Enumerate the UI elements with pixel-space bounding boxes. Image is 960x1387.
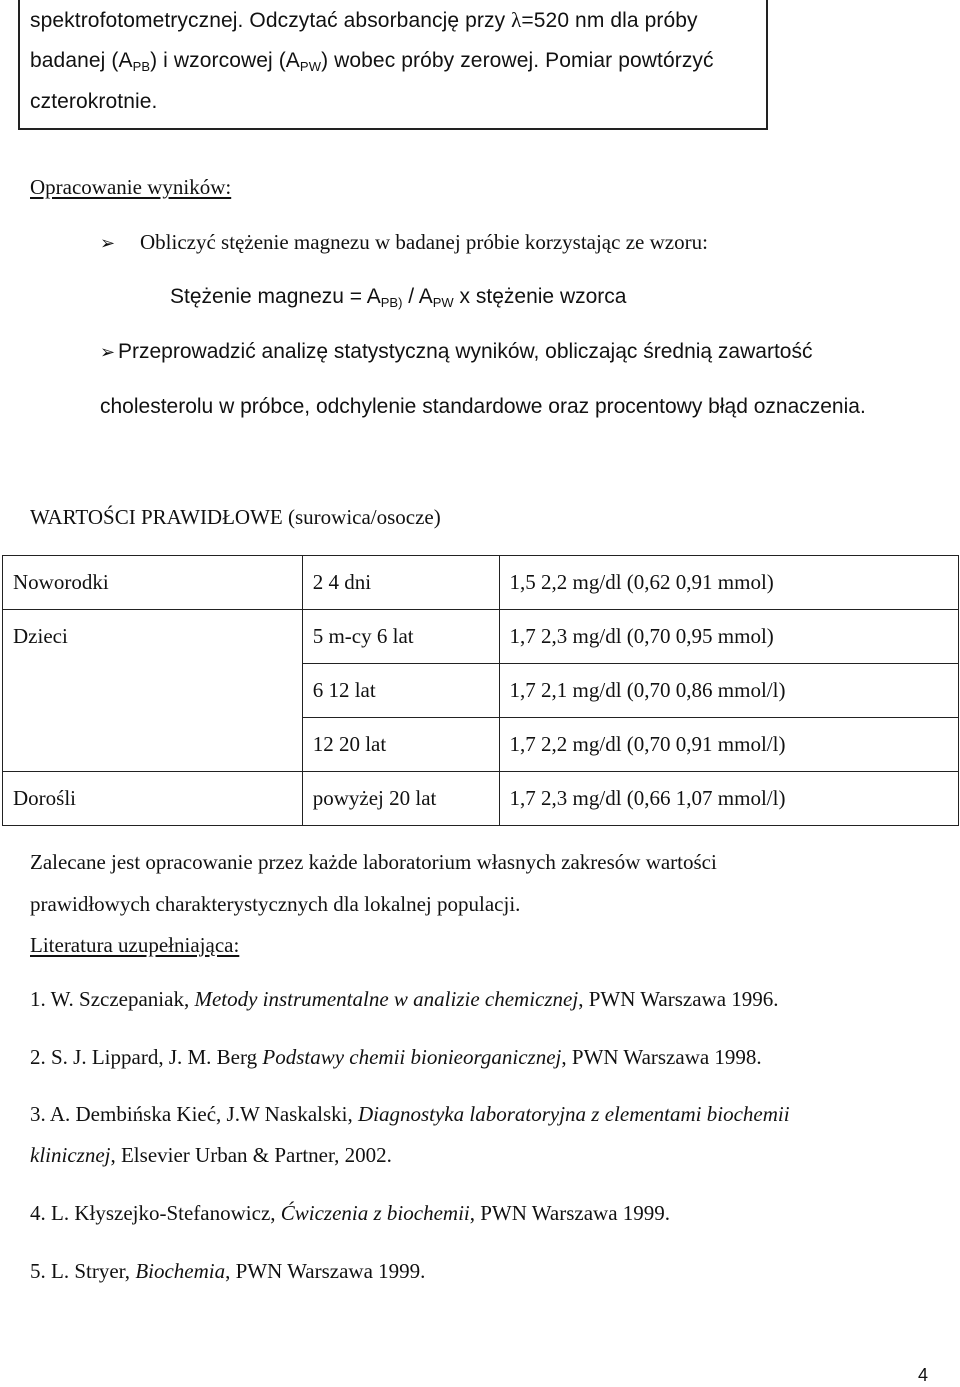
literature-item: 1. W. Szczepaniak, Metody instrumentalne w analizie chemicznej, PWN Warszawa 1996. [30,987,779,1011]
literature-item: 3. A. Dembińska Kieć, J.W Naskalski, Diagnostyka laboratoryjna z elementami biochemii [30,1102,790,1126]
reference-heading: WARTOŚCI PRAWIDŁOWE (surowica/osocze) [30,505,441,529]
procedure-line-3: czterokrotnie. [30,90,158,113]
table-row [3,664,959,718]
table-row [3,556,959,610]
bullet-calc: ➢ Obliczyć stężenie magnezu w badanej próbie korzystając ze wzoru: [100,230,708,254]
literature-heading: Literatura uzupełniająca: [30,933,240,957]
table-cell-age: 5 m-cy 6 lat [302,610,499,664]
table-cell-group: Dzieci [3,610,303,664]
table-cell-group: Noworodki [3,556,303,610]
table-row [3,610,959,664]
formula: Stężenie magnezu = APB) / APW x stężenie wzorca [170,285,627,310]
table-cell-value: 1,7 2,2 mg/dl (0,70 0,91 mmol/l) [499,718,958,772]
page-number: 4 [918,1365,929,1385]
table-cell-group [3,664,303,718]
table-cell-group: Dorośli [3,772,303,826]
table-cell-age: 2 4 dni [302,556,499,610]
literature-item-continuation: klinicznej, Elsevier Urban & Partner, 2002. [30,1143,392,1167]
results-heading: Opracowanie wyników: [30,175,232,199]
table-cell-age: 6 12 lat [302,664,499,718]
table-row [3,718,959,772]
table-cell-value: 1,7 2,1 mg/dl (0,70 0,86 mmol/l) [499,664,958,718]
table-cell-value: 1,5 2,2 mg/dl (0,62 0,91 mmol) [499,556,958,610]
literature-item: 4. L. Kłyszejko-Stefanowicz, Ćwiczenia z biochemii, PWN Warszawa 1999. [30,1201,671,1225]
table-cell-value: 1,7 2,3 mg/dl (0,66 1,07 mmol/l) [499,772,958,826]
table-cell-age: 12 20 lat [302,718,499,772]
table-cell-value: 1,7 2,3 mg/dl (0,70 0,95 mmol) [499,610,958,664]
literature-item: 5. L. Stryer, Biochemia, PWN Warszawa 1999. [30,1259,426,1283]
bullet-stats: ➢ Przeprowadzić analizę statystyczną wyników, obliczając średnią zawartość [100,340,813,363]
bullet-stats-line2: cholesterolu w próbce, odchylenie standardowe oraz procentowy błąd oznaczenia. [100,395,866,418]
procedure-line-2: badanej (APB) i wzorcowej (APW) wobec próby zerowej. Pomiar powtórzyć [30,49,714,74]
arrow-bullet-icon: ➢ [100,233,116,253]
recommendation-line-1: Zalecane jest opracowanie przez każde laboratorium własnych zakresów wartości [30,850,717,874]
procedure-line-1: spektrofotometrycznej. Odczytać absorbancję przy λ=520 nm dla próby [30,8,698,32]
table-cell-age: powyżej 20 lat [302,772,499,826]
recommendation-line-2: prawidłowych charakterystycznych dla lokalnej populacji. [30,892,521,916]
reference-table [2,555,959,826]
arrow-bullet-icon: ➢ [100,342,116,362]
literature-item: 2. S. J. Lippard, J. M. Berg Podstawy chemii bionieorganicznej, PWN Warszawa 1998. [30,1045,762,1069]
table-cell-group [3,718,303,772]
table-row [3,772,959,826]
